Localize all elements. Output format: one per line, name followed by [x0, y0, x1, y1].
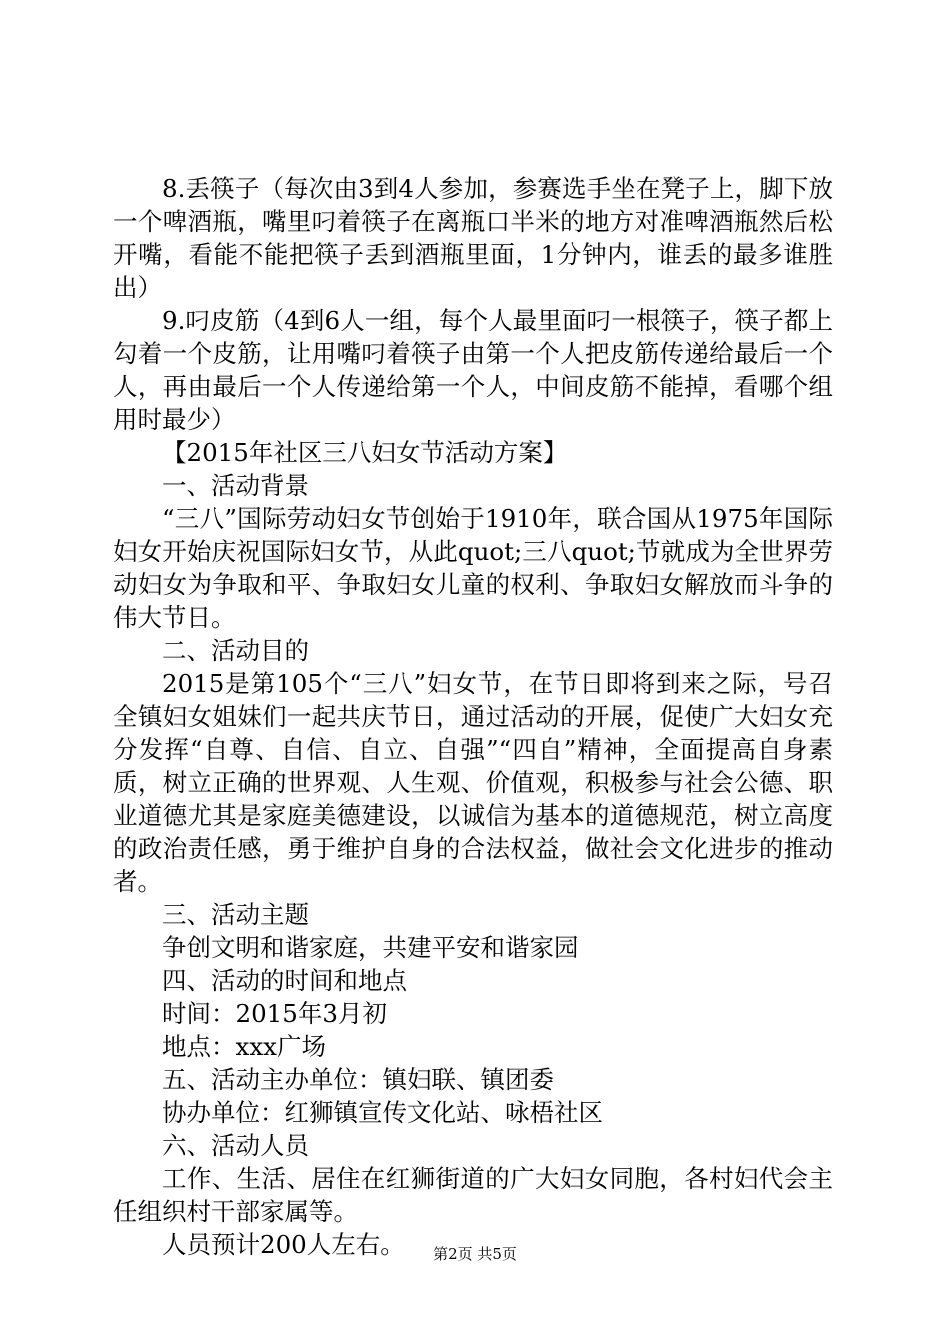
paragraph-co-organizer: 协办单位：红狮镇宣传文化站、咏梧社区 — [162, 1098, 603, 1127]
heading-purpose: 二、活动目的 — [162, 636, 309, 665]
heading-organizer: 五、活动主办单位：镇妇联、镇团委 — [162, 1065, 554, 1094]
paragraph-place: 地点：xxx广场 — [162, 1032, 326, 1061]
paragraph-time: 时间：2015年3月初 — [162, 999, 387, 1028]
page-number-footer: 第2页 共5页 — [433, 1245, 517, 1263]
heading-participants: 六、活动人员 — [162, 1131, 309, 1160]
heading-background: 一、活动背景 — [162, 471, 309, 500]
document-body — [113, 172, 833, 1261]
paragraph-background: “三八”国际劳动妇女节创始于1910年，联合国从1975年国际妇女开始庆祝国际妇女节，从此quot;三八quot;节就成为全世界劳动妇女为争取和平、争取妇女儿童的权利、争取妇女解放而斗争的伟大节日。 — [113, 504, 833, 632]
paragraph-purpose: 2015是第105个“三八”妇女节，在节日即将到来之际，号召全镇妇女姐妹们一起共庆节日，通过活动的开展，促使广大妇女充分发挥“自尊、自信、自立、自强”“四自”精神，全面提高自身素质，树立正确的世界观、人生观、价值观，积极参与社会公德、职业道德尤其是家庭美德建设，以诚信为基本的道德规范，树立高度的政治责任感，勇于维护自身的合法权益，做社会文化进步的推动者。 — [113, 669, 833, 896]
paragraph-item-8-throw-chopsticks: 8.丢筷子（每次由3到4人参加，参赛选手坐在凳子上，脚下放一个啤酒瓶，嘴里叼着筷子在离瓶口半米的地方对准啤酒瓶然后松开嘴，看能不能把筷子丢到酒瓶里面，1分钟内，谁丢的最多谁胜出） — [113, 174, 833, 302]
paragraph-item-9-bite-rubber-band: 9.叼皮筋（4到6人一组，每个人最里面叼一根筷子，筷子都上勾着一个皮筋，让用嘴叼着筷子由第一个人把皮筋传递给最后一个人，再由最后一个人传递给第一个人，中间皮筋不能掉，看哪个组用时最少） — [113, 306, 833, 434]
heading-time-place: 四、活动的时间和地点 — [162, 966, 407, 995]
section-title-activity-plan: 【2015年社区三八妇女节活动方案】 — [162, 438, 568, 467]
paragraph-participants: 工作、生活、居住在红狮街道的广大妇女同胞，各村妇代会主任组织村干部家属等。 — [113, 1164, 833, 1226]
heading-theme: 三、活动主题 — [162, 900, 309, 929]
paragraph-participant-count: 人员预计200人左右。 — [162, 1230, 405, 1259]
paragraph-theme: 争创文明和谐家庭，共建平安和谐家园 — [162, 933, 579, 962]
